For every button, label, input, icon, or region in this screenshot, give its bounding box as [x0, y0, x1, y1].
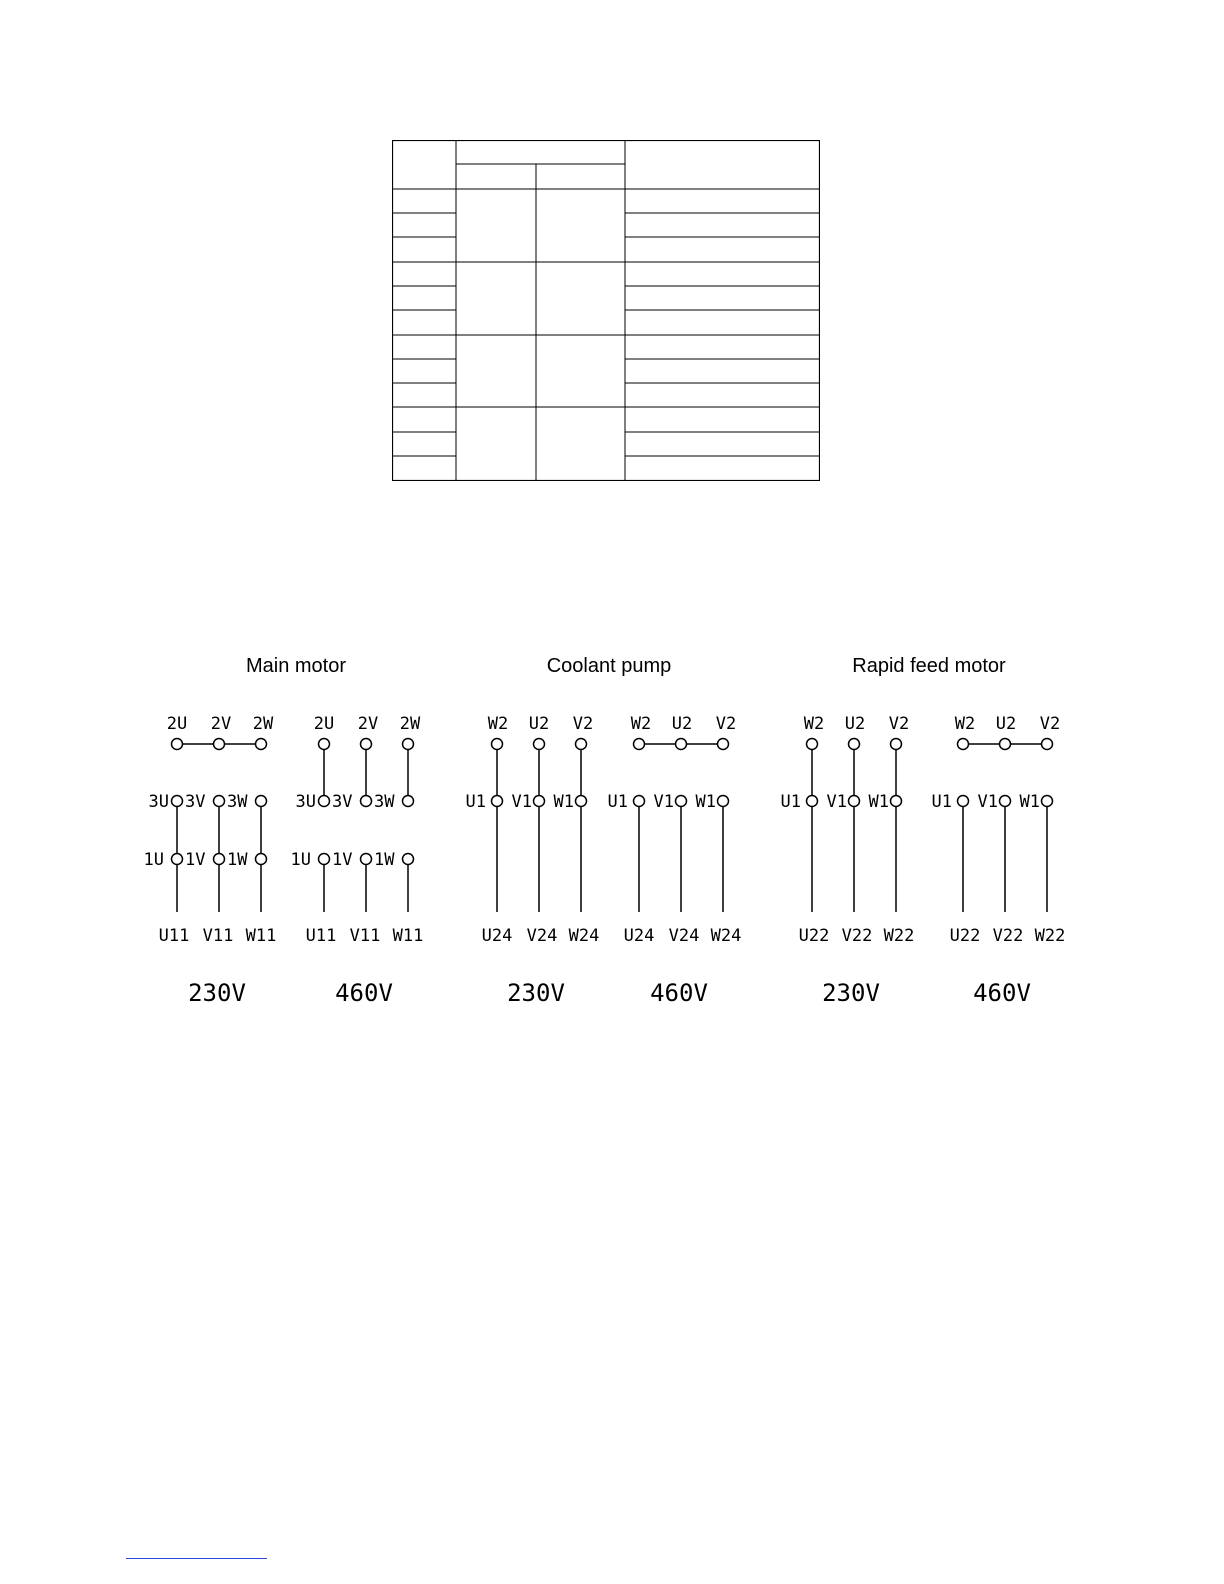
voltage-label: 460V — [335, 979, 393, 1007]
terminal-circle — [403, 854, 414, 865]
terminal-circle — [534, 796, 545, 807]
terminal-circle — [319, 739, 330, 750]
terminal-label: U1 — [607, 792, 628, 812]
terminal-label: 3V — [332, 792, 353, 812]
terminal-circle — [807, 739, 818, 750]
coolant-pump-group — [466, 655, 742, 1007]
terminal-circle — [256, 796, 267, 807]
terminal-label: W1 — [1019, 792, 1040, 812]
terminal-circle — [718, 739, 729, 750]
terminal-circle — [256, 739, 267, 750]
main-motor-460v-labels — [291, 714, 424, 946]
terminal-circle — [172, 854, 183, 865]
terminal-circle — [958, 739, 969, 750]
footnote-separator — [126, 1558, 267, 1559]
terminal-label: 3W — [374, 792, 395, 812]
terminal-label: V2 — [1039, 714, 1061, 734]
terminal-label: W1 — [868, 792, 889, 812]
terminal-label: 3W — [227, 792, 248, 812]
terminal-label: 2V — [210, 714, 232, 734]
terminal-label: 2W — [399, 714, 421, 734]
terminal-label: 2V — [357, 714, 379, 734]
terminal-circle — [214, 854, 225, 865]
terminal-label: 1U — [143, 850, 164, 870]
terminal-label: 1W — [227, 850, 248, 870]
voltage-label: 460V — [650, 979, 708, 1007]
terminal-circle — [576, 796, 587, 807]
terminal-circle — [1042, 796, 1053, 807]
rapid-feed-460v-diagram — [958, 739, 1053, 913]
terminal-circle — [403, 796, 414, 807]
terminal-label: V2 — [888, 714, 910, 734]
terminal-circle — [256, 854, 267, 865]
terminal-circle — [807, 796, 818, 807]
terminal-circle — [403, 739, 414, 750]
terminal-circle — [361, 854, 372, 865]
terminal-circle — [576, 739, 587, 750]
terminal-label: U2 — [528, 714, 550, 734]
terminal-circle — [214, 796, 225, 807]
terminal-label: U11 — [158, 926, 190, 946]
terminal-label: V22 — [841, 926, 873, 946]
terminal-label: U1 — [465, 792, 486, 812]
main-motor-460v-diagram — [319, 739, 414, 913]
terminal-circle — [361, 739, 372, 750]
terminal-circle — [891, 796, 902, 807]
terminal-label: W2 — [954, 714, 976, 734]
terminal-label: W11 — [392, 926, 424, 946]
terminal-label: 3U — [295, 792, 316, 812]
terminal-circle — [361, 796, 372, 807]
terminal-label: W22 — [1034, 926, 1066, 946]
coolant-pump-title: Coolant pump — [546, 655, 672, 677]
terminal-label: V24 — [668, 926, 700, 946]
terminal-label: V2 — [715, 714, 737, 734]
terminal-label: W24 — [568, 926, 600, 946]
main-motor-230v-labels — [144, 714, 277, 946]
terminal-circle — [492, 796, 503, 807]
voltage-label: 230V — [188, 979, 246, 1007]
terminal-label: U24 — [623, 926, 655, 946]
terminal-label: V1 — [826, 792, 847, 812]
terminal-circle — [634, 739, 645, 750]
terminal-label: W1 — [553, 792, 574, 812]
terminal-label: V2 — [572, 714, 594, 734]
terminal-circle — [849, 739, 860, 750]
empty-table-grid — [392, 140, 820, 481]
terminal-label: 1W — [374, 850, 395, 870]
terminal-label: U2 — [671, 714, 693, 734]
terminal-label: U1 — [780, 792, 801, 812]
coolant-pump-230v-diagram — [492, 739, 587, 913]
terminal-label: U11 — [305, 926, 337, 946]
terminal-label: 1V — [332, 850, 353, 870]
main-motor-group — [144, 655, 424, 1007]
terminal-label: U2 — [844, 714, 866, 734]
terminal-circle — [849, 796, 860, 807]
terminal-circle — [319, 796, 330, 807]
terminal-label: 1U — [290, 850, 311, 870]
terminal-circle — [492, 739, 503, 750]
terminal-label: V11 — [349, 926, 381, 946]
terminal-circle — [1000, 796, 1011, 807]
voltage-label: 460V — [973, 979, 1031, 1007]
terminal-circle — [891, 739, 902, 750]
coolant-pump-460v-diagram — [634, 739, 729, 913]
terminal-circle — [319, 854, 330, 865]
terminal-circle — [676, 796, 687, 807]
terminal-circle — [958, 796, 969, 807]
main-motor-230v-diagram — [172, 739, 267, 913]
terminal-circle — [718, 796, 729, 807]
terminal-label: V24 — [526, 926, 558, 946]
main-motor-title: Main motor — [245, 655, 347, 677]
terminal-circle — [1042, 739, 1053, 750]
terminal-label: V1 — [653, 792, 674, 812]
rapid-feed-motor-group — [781, 655, 1066, 1007]
terminal-label: 3V — [185, 792, 206, 812]
terminal-circle — [172, 739, 183, 750]
terminal-label: V22 — [992, 926, 1024, 946]
motor-wiring-diagrams — [0, 600, 1224, 1040]
terminal-label: 3U — [148, 792, 169, 812]
terminal-label: W24 — [710, 926, 742, 946]
terminal-circle — [676, 739, 687, 750]
terminal-circle — [534, 739, 545, 750]
terminal-label: 2W — [252, 714, 274, 734]
terminal-label: W2 — [487, 714, 509, 734]
terminal-circle — [634, 796, 645, 807]
rapid-feed-motor-title: Rapid feed motor — [852, 655, 1006, 677]
terminal-circle — [172, 796, 183, 807]
terminal-label: U22 — [949, 926, 981, 946]
terminal-label: W2 — [803, 714, 825, 734]
terminal-label: V11 — [202, 926, 234, 946]
terminal-label: U22 — [798, 926, 830, 946]
voltage-label: 230V — [822, 979, 880, 1007]
terminal-label: U2 — [995, 714, 1017, 734]
terminal-circle — [214, 739, 225, 750]
terminal-label: V1 — [977, 792, 998, 812]
terminal-label: 2U — [313, 714, 335, 734]
terminal-label: 1V — [185, 850, 206, 870]
rapid-feed-230v-diagram — [807, 739, 902, 913]
terminal-label: U24 — [481, 926, 513, 946]
terminal-circle — [1000, 739, 1011, 750]
terminal-label: 2U — [166, 714, 188, 734]
terminal-label: W2 — [630, 714, 652, 734]
terminal-label: W1 — [695, 792, 716, 812]
terminal-label: V1 — [511, 792, 532, 812]
terminal-label: W22 — [883, 926, 915, 946]
voltage-label: 230V — [507, 979, 565, 1007]
terminal-label: U1 — [931, 792, 952, 812]
terminal-label: W11 — [245, 926, 277, 946]
